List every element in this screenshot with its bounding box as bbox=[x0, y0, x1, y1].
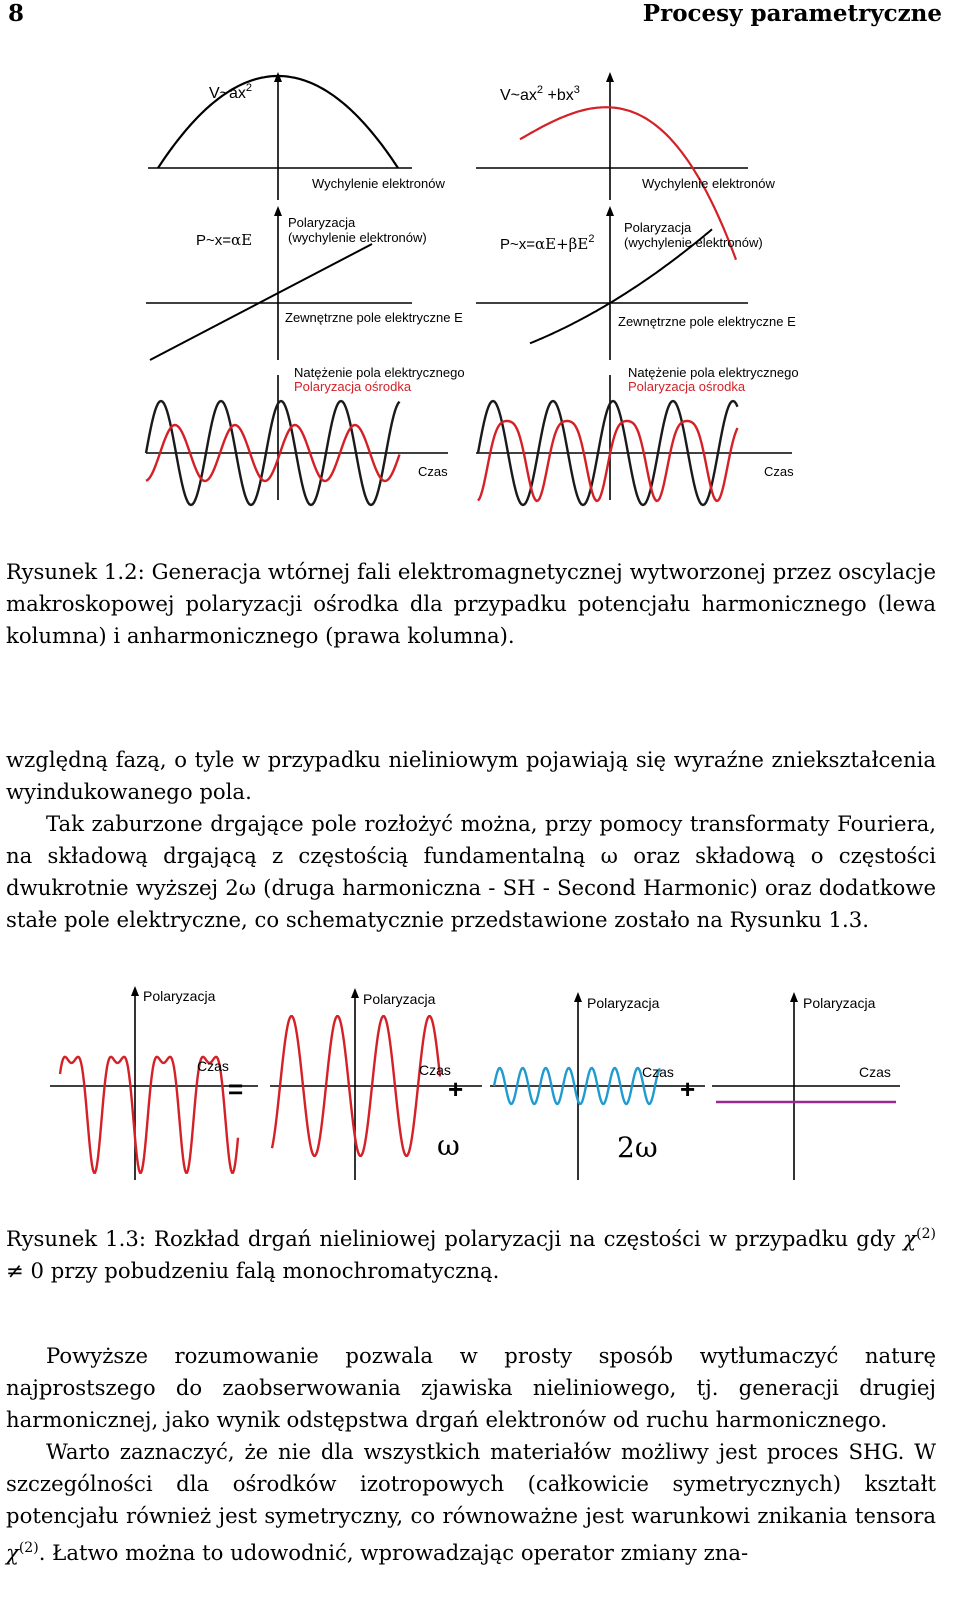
left-displacement-axis-label: Wychylenie elektronów bbox=[312, 176, 445, 191]
decomposition-panel-total bbox=[50, 986, 258, 1180]
panel-1-x-label: Czas bbox=[197, 1058, 229, 1074]
body-text-block-2 bbox=[6, 1340, 936, 1569]
page-number: 8 bbox=[8, 0, 25, 27]
page-header bbox=[8, 0, 942, 34]
panel-3-y-label: Polaryzacja bbox=[587, 995, 660, 1011]
left-polarization-formula: P~x=αE bbox=[196, 231, 253, 249]
left-potential-plot bbox=[148, 72, 445, 200]
equals-operator: = bbox=[228, 1074, 244, 1104]
right-polarization-plot bbox=[476, 206, 796, 360]
paragraph-2: Tak zaburzone drgające pole rozłożyć można, przy pomocy transformaty Fouriera, na składową drgającą z częstością fundamentalną ω oraz składową o częstości dwukrotnie wyższej 2ω (druga harmoniczna - SH - Second Harmonic) oraz dodatkowe stałe pole elektryczne, co schematycznie przedstawione zostało na Rysunku 1.3. bbox=[6, 811, 936, 932]
panel-2-x-label: Czas bbox=[419, 1062, 451, 1078]
panel-2-y-label: Polaryzacja bbox=[363, 991, 436, 1007]
left-polarization-axis-label: Polaryzacja bbox=[288, 215, 356, 230]
linear-polarization-line bbox=[150, 244, 372, 360]
decomposition-panel-second-harmonic bbox=[490, 992, 705, 1180]
right-polarization-axis-label-2: (wychylenie elektronów) bbox=[624, 235, 763, 250]
right-legend-field: Natężenie pola elektrycznego bbox=[628, 365, 799, 380]
right-polarization-axis-label: Polaryzacja bbox=[624, 220, 692, 235]
figure-1-2 bbox=[0, 60, 960, 550]
right-field-axis-label: Zewnętrzne pole elektryczne E bbox=[618, 314, 796, 329]
left-polarization-plot bbox=[146, 206, 463, 360]
right-wave-plot bbox=[476, 365, 799, 505]
omega-label: ω bbox=[437, 1129, 460, 1162]
panel-4-y-label: Polaryzacja bbox=[803, 995, 876, 1011]
panel-3-x-label: Czas bbox=[642, 1064, 674, 1080]
left-field-axis-label: Zewnętrzne pole elektryczne E bbox=[285, 310, 463, 325]
right-polarization-wave bbox=[478, 421, 738, 501]
decomposition-panel-dc bbox=[712, 992, 900, 1180]
figure-1-3 bbox=[0, 980, 960, 1190]
left-potential-label: $V\sim ax^2$ bbox=[209, 82, 253, 102]
left-wave-plot bbox=[146, 365, 465, 505]
paragraph-1: względną fazą, o tyle w przypadku nieliniowym pojawiają się wyraźne zniekształcenia wyindukowanego pola. bbox=[6, 747, 936, 804]
figure-1-3-caption-text: Rysunek 1.3: Rozkład drgań nieliniowej polaryzacji na częstości w przypadku gdy $\chi^{(2)} \ne 0$ przy pobudzeniu falą monochromatyczną. bbox=[6, 1226, 936, 1284]
right-displacement-axis-label: Wychylenie elektronów bbox=[642, 176, 775, 191]
left-legend-polarization: Polaryzacja ośrodka bbox=[294, 379, 412, 394]
left-polarization-axis-label-2: (wychylenie elektronów) bbox=[288, 230, 427, 245]
figure-1-3-caption bbox=[6, 1218, 936, 1287]
total-polarization-wave bbox=[60, 1057, 238, 1173]
body-text-block-1 bbox=[6, 744, 936, 936]
left-legend-field: Natężenie pola elektrycznego bbox=[294, 365, 465, 380]
left-time-axis-label: Czas bbox=[418, 464, 448, 479]
section-title: Procesy parametryczne bbox=[642, 0, 942, 27]
figure-1-2-caption-text: Rysunek 1.2: Generacja wtórnej fali elektromagnetycznej wytworzonej przez oscylacje makroskopowej polaryzacji ośrodka dla przypadku potencjału harmonicznego (lewa kolumna) i anharmonicznego (prawa kolumna). bbox=[6, 559, 936, 648]
right-time-axis-label: Czas bbox=[764, 464, 794, 479]
plus-operator-2: + bbox=[680, 1074, 696, 1104]
paragraph-3: Powyższe rozumowanie pozwala w prosty sposób wytłumaczyć naturę najprostszego do zaobserwowania zjawiska nieliniowego, tj. generacji drugiej harmonicznej, jako wynik odstępstwa drgań elektronów od ruchu harmonicznego. bbox=[6, 1343, 936, 1432]
plus-operator-1: + bbox=[448, 1074, 464, 1104]
figure-1-2-caption bbox=[6, 556, 936, 652]
paragraph-4: Warto zaznaczyć, że nie dla wszystkich materiałów możliwy jest proces SHG. W szczególności dla ośrodków izotropowych (całkowicie symetrycznych) kształt potencjału również jest symetryczny, co równoważne jest warunkowi znikania tensora $\chi^{(2)}$. Łatwo można to udowodnić, wprowadzając operator zmiany zna- bbox=[6, 1439, 936, 1566]
panel-1-y-label: Polaryzacja bbox=[143, 988, 216, 1004]
right-polarization-formula: $P\sim x=\alpha E+\beta E^2$ bbox=[500, 233, 595, 253]
decomposition-panel-fundamental bbox=[270, 988, 482, 1180]
right-legend-polarization: Polaryzacja ośrodka bbox=[628, 379, 746, 394]
two-omega-label: 2ω bbox=[617, 1131, 658, 1164]
right-potential-label: $V\sim ax^2 +bx^3$ bbox=[500, 84, 580, 104]
panel-4-x-label: Czas bbox=[859, 1064, 891, 1080]
